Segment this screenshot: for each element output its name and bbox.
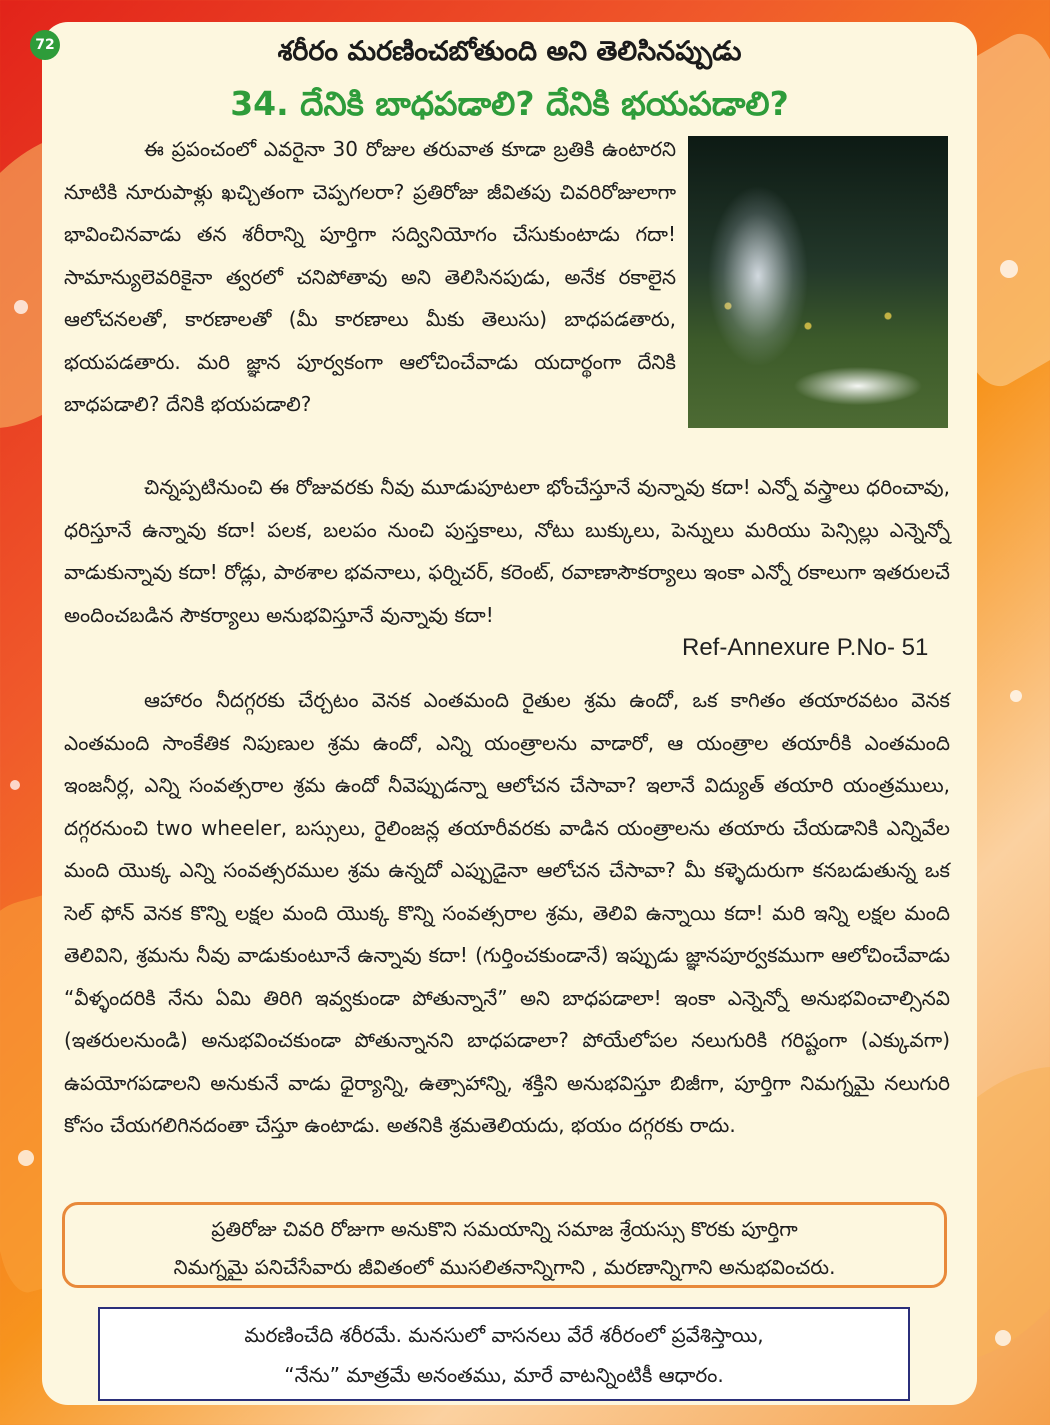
chapter-title: 34. దేనికి బాధపడాలి? దేనికి భయపడాలి? (230, 84, 789, 123)
paragraph-2: చిన్నప్పటినుంచి ఈ రోజువరకు నీవు మూడుపూటలా భోంచేస్తూనే వున్నావు కదా! ఎన్నో వస్త్రాలు ధరించావు, ధరిస్తూనే ఉన్నావు కదా! పలక, బలపం నుంచి పుస్తకాలు, నోటు బుక్కులు, పెన్నులు మరియు పెన్సిల్లు ఎన్నెన్నో వాడుకున్నావు కదా! రోడ్లు, పాఠశాల భవనాలు, ఫర్నిచర్, కరెంట్, రవాణాసౌకర్యాలు ఇంకా ఎన్నో రకాలుగా ఇతరులచే అందించబడిన సౌకర్యాలు అనుభవిస్తూనే వున్నావు కదా! (64, 475, 950, 627)
bokeh-dot (14, 300, 28, 314)
page-number-badge: 72 (30, 30, 60, 60)
highlight-box (62, 1202, 947, 1288)
bokeh-dot (1010, 690, 1022, 702)
highlight-line-1: ప్రతిరోజు చివరి రోజుగా అనుకొని సమయాన్ని సమాజ శ్రేయస్సు కొరకు పూర్తిగా (211, 1217, 798, 1241)
content-panel (42, 22, 977, 1405)
bokeh-dot (995, 1330, 1011, 1346)
bokeh-dot (1000, 260, 1018, 278)
ghost-woman-photo (688, 136, 948, 428)
paragraph-1: ఈ ప్రపంచంలో ఎవరైనా 30 రోజుల తరువాత కూడా బ్రతికి ఉంటారని నూటికి నూరుపాళ్లు ఖచ్చితంగా చెప్పగలరా? ప్రతిరోజు జీవితపు చివరిరోజులాగా భావించినవాడు తన శరీరాన్ని పూర్తిగా సద్వినియోగం చేసుకుంటాడు గదా! సామాన్యులెవరికైనా త్వరలో చనిపోతావు అని తెలిసినపుడు, అనేక రకాలైన ఆలోచనలతో, కారణాలతో (మీ కారణాలు మీకు తెలుసు) బాధపడతారు, భయపడతారు. మరి జ్ఞాన పూర్వకంగా ఆలోచించేవాడు యదార్థంగా దేనికి బాధపడాలి? దేనికి భయపడాలి? (64, 137, 676, 416)
quote-line-2: “నేను” మాత్రమే అనంతము, మారే వాటన్నింటికీ ఆధారం. (284, 1363, 724, 1387)
section-title: శరీరం మరణించబోతుంది అని తెలిసినప్పుడు (277, 36, 742, 67)
paragraph-3: ఆహారం నీదగ్గరకు చేర్చటం వెనక ఎంతమంది రైతుల శ్రమ ఉందో, ఒక కాగితం తయారవటం వెనక ఎంతమంది సాంకేతిక నిపుణుల శ్రమ ఉందో, ఎన్ని యంత్రాలను వాడారో, ఆ యంత్రాల తయారీకి ఎంతమంది ఇంజనీర్ల, ఎన్ని సంవత్సరాల శ్రమ ఉందో నీవెప్పుడన్నా ఆలోచన చేసావా? ఇలానే విద్యుత్ తయారి యంత్రములు, దగ్గరనుంచి two wheeler, బస్సులు, రైలింజన్ల తయారీవరకు వాడిన యంత్రాలను తయారు చేయడానికి ఎన్నివేల మంది యొక్క ఎన్ని సంవత్సరముల శ్రమ ఉన్నదో ఎప్పుడైనా ఆలోచన చేసావా? మీ కళ్ళెదురుగా కనబడుతున్న ఒక సెల్ ఫోన్ వెనక కొన్ని లక్షల మంది యొక్క కొన్ని సంవత్సరాల శ్రమ, తెలివి ఉన్నాయి కదా! మరి ఇన్ని లక్షల మంది తెలివిని, శ్రమను నీవు వాడుకుంటూనే ఉన్నావు కదా! (గుర్తించకుండానే) ఇప్పుడు జ్ఞానపూర్వకముగా ఆలోచించేవాడు “వీళ్ళందరికి నేను ఏమి తిరిగి ఇవ్వకుండా పోతున్నానే” అని బాధపడాలా! ఇంకా ఎన్నెన్నో అనుభవించాల్సినవి (ఇతరులనుండి) అనుభవించకుండా పోతున్నానని బాధపడాలా? పోయేలోపల నలుగురికి గరిష్టంగా (ఎక్కువగా) ఉపయోగపడాలని అనుకునే వాడు ధైర్యాన్ని, ఉత్సాహాన్ని, శక్తిని అనుభవిస్తూ బిజీగా, పూర్తిగా నిమగ్నమై నలుగురి కోసం చేయగలిగినదంతా చేస్తూ ఉంటాడు. అతనికి శ్రమతెలియదు, భయం దగ్గరకు రాదు. (64, 688, 950, 1137)
quote-box (98, 1307, 910, 1401)
highlight-line-2: నిమగ్నమై పనిచేసేవారు జీవితంలో ముసలితనాన్నిగాని , మరణాన్నిగాని అనుభవించరు. (173, 1255, 836, 1279)
reference-note: Ref-Annexure P.No- 51 (682, 634, 929, 661)
bokeh-dot (18, 1150, 34, 1166)
quote-line-1: మరణించేది శరీరమే. మనసులో వాసనలు వేరే శరీరంలో ప్రవేశిస్తాయి, (244, 1323, 764, 1347)
bokeh-dot (10, 780, 20, 790)
